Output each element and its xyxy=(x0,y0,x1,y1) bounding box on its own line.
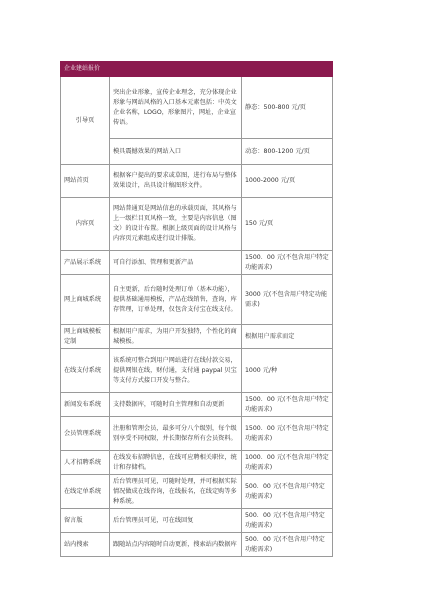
item-price: 1000．00 元(不包含用户特定功能需求) xyxy=(242,451,333,475)
table-header-row xyxy=(61,62,333,77)
item-name: 会员管理系统 xyxy=(61,417,110,451)
table-row xyxy=(61,325,333,349)
table-row xyxy=(61,251,333,275)
item-name: 产品展示系统 xyxy=(61,251,110,275)
item-price: 1500．00 元(不包含用户特定功能需求) xyxy=(242,417,333,451)
table-row xyxy=(61,451,333,475)
table-row xyxy=(61,77,333,139)
table-row xyxy=(61,198,333,251)
item-price: 150 元/页 xyxy=(242,198,333,251)
item-description: 后台管理员可见，可随时处理，并可根据实际情况做成在线咨询，在线报名，在线定购等多种系统。 xyxy=(110,475,242,509)
item-price: 1500．00 元(不包含用户特定功能需求) xyxy=(242,393,333,417)
item-name: 新闻发布系统 xyxy=(61,393,110,417)
item-name: 网上商城模板定制 xyxy=(61,325,110,349)
table-row xyxy=(61,475,333,509)
item-name: 网上商城系统 xyxy=(61,275,110,325)
item-description: 网站普通页是网站信息的承载页面，其风格与上一级栏目页风格一致，主要是内容信息（图文）的设计布置。根据上级页面的设计风格与内容页元素组成进行设计排版。 xyxy=(110,198,242,251)
item-description: 后台管理员可见，可在线回复 xyxy=(110,509,242,533)
item-name: 留言版 xyxy=(61,509,110,533)
item-description: 模具震撼效果的网站入口 xyxy=(110,139,242,165)
item-description: 可自行添加、管理和更新产品 xyxy=(110,251,242,275)
item-name: 站内搜索 xyxy=(61,533,110,557)
item-price: 1000 元/种 xyxy=(242,349,333,393)
table-row xyxy=(61,533,333,557)
item-description: 注册和管理会员，最多可分八个级别，每个级别享受不同权限，并长期保存所有会员资料。 xyxy=(110,417,242,451)
table-row xyxy=(61,275,333,325)
table-row xyxy=(61,165,333,198)
item-name: 在线定单系统 xyxy=(61,475,110,509)
item-name: 人才招聘系统 xyxy=(61,451,110,475)
item-price: 根据用户需求而定 xyxy=(242,325,333,349)
table-title: 企业建站报价 xyxy=(61,62,333,77)
item-description: 跟随站点内容随时自动更新，搜索站内数据库 xyxy=(110,533,242,557)
table-row xyxy=(61,417,333,451)
item-description: 根据客户提出的要求或草图，进行布局与整体效果设计，出具设计稿图形文件。 xyxy=(110,165,242,198)
item-description: 根据用户需求，为用户开发独特，个性化的商城模板。 xyxy=(110,325,242,349)
item-name: 内容页 xyxy=(61,198,110,251)
item-price: 1500．00 元(不包含用户特定功能需求) xyxy=(242,251,333,275)
item-price: 500．00 元(不包含用户特定功能需求) xyxy=(242,475,333,509)
item-description: 在线发布招聘信息，在线可应聘相关职位，统计和存储档。 xyxy=(110,451,242,475)
item-name: 引导页 xyxy=(61,77,110,165)
item-description: 自主更新，后台随时处理订单（基本功能），提供基础通用模板，产品在线销售，查询，库存管理，订单处理，仅包含支付宝在线支付。 xyxy=(110,275,242,325)
item-description: 支持数据库，可随时自主管理和自动更新 xyxy=(110,393,242,417)
item-name: 在线支付系统 xyxy=(61,349,110,393)
item-price: 1000-2000 元/页 xyxy=(242,165,333,198)
item-price: 3000 元(不包含用户特定功能需求) xyxy=(242,275,333,325)
item-price: 500．00 元(不包含用户特定功能需求) xyxy=(242,533,333,557)
item-name: 网站首页 xyxy=(61,165,110,198)
table-row xyxy=(61,349,333,393)
table-row xyxy=(61,393,333,417)
pricing-table xyxy=(60,61,333,557)
table-row xyxy=(61,509,333,533)
item-description: 突出企业形象，宣传企业理念，充分体现企业形象与网站风格的入口基本元素包括：中英文企业名称，LOGO，形象图片，网址，企业宣传语。 xyxy=(110,77,242,139)
item-price: 静态：500-800 元/页 xyxy=(242,77,333,139)
item-price: 500．00 元(不包含用户特定功能需求) xyxy=(242,509,333,533)
item-price: 动态：800-1200 元/页 xyxy=(242,139,333,165)
item-description: 该系统可整合到用户网站进行在线付款交易，提供网银在线，财付通，支付通 paypal 贝宝等支付方式接口开发与整合。 xyxy=(110,349,242,393)
table-body xyxy=(61,62,333,557)
